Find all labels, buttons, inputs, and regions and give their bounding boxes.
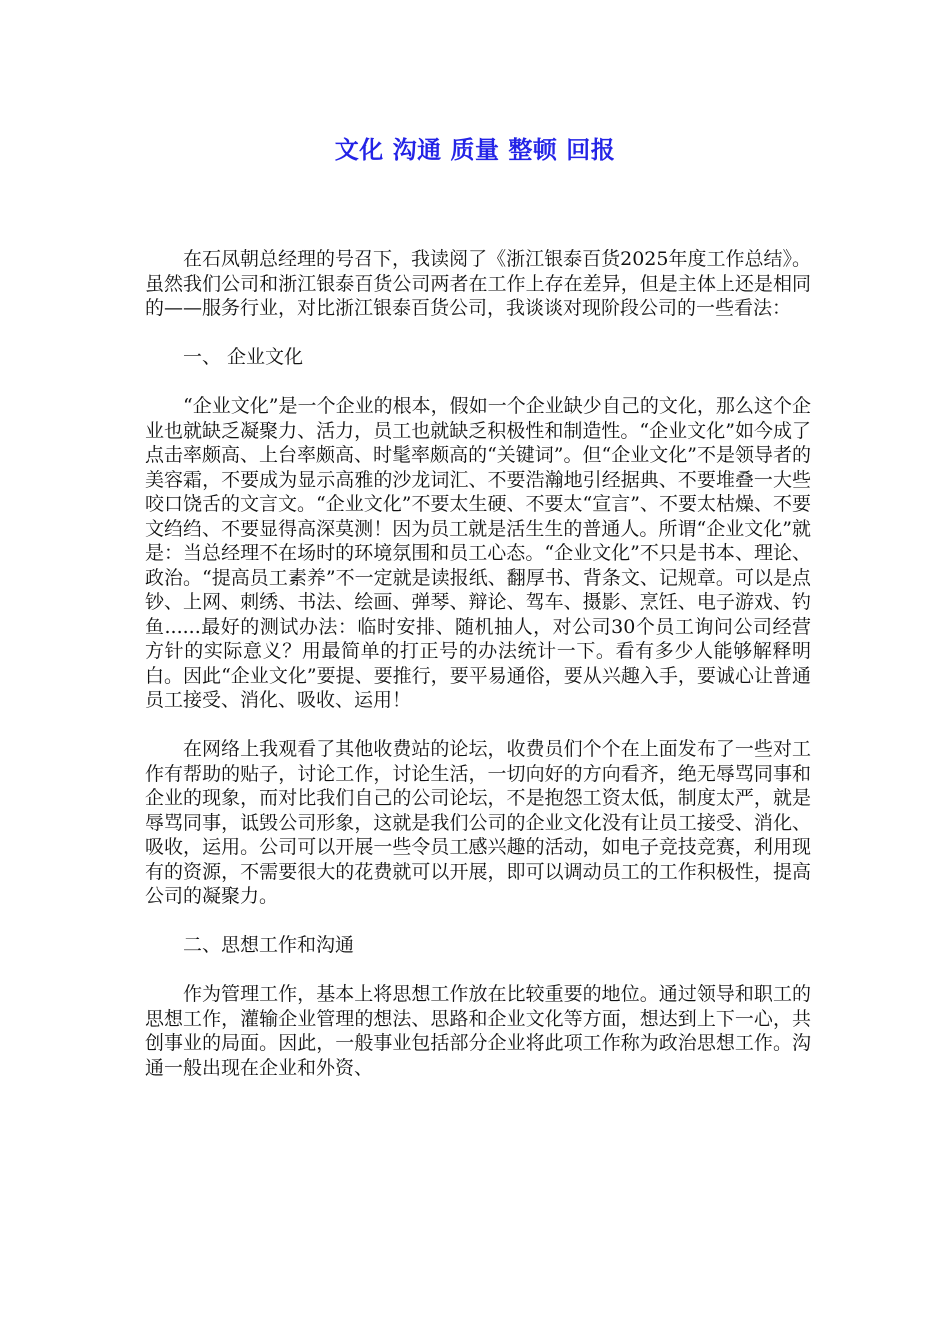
section-heading-corporate-culture: 一、 企业文化 bbox=[183, 346, 304, 368]
corporate-culture-paragraph: “企业文化”是一个企业的根本，假如一个企业缺少自己的文化，那么这个企业也就缺乏凝聚力、活力，员工也就缺乏积极性和制造性。“企业文化”如今成了点击率颇高、上台率颇高、时髦率颇高的“关键词”。但“企业文化”不是领导者的美容霜，不要成为显示高雅的沙龙词汇、不要浩瀚地引经据典、不要堆叠一大些咬口饶舌的文言文。“企业文化”不要太生硬、不要太“宣言”、不要太枯燥、不要文绉绉、不要显得高深莫测！因为员工就是活生生的普通人。所谓“企业文化”就是：当总经理不在场时的环境氛围和员工心态。“企业文化”不只是书本、理论、政治。“提高员工素养”不一定就是读报纸、翻厚书、背条文、记规章。可以是点钞、上网、刺绣、书法、绘画、弹琴、辩论、驾车、摄影、烹饪、电子游戏、钓鱼......最好的测试办法：临时安排、随机抽人，对公司30个员工询问公司经营方针的实际意义？用最简单的打正号的办法统计一下。看有多少人能够解释明白。因此“企业文化”要提、要推行，要平易通俗，要从兴趣入手，要诚心让普通员工接受、消化、吸收、运用！ bbox=[145, 395, 811, 711]
section-heading-communication: 二、思想工作和沟通 bbox=[183, 934, 355, 956]
communication-paragraph: 作为管理工作，基本上将思想工作放在比较重要的地位。通过领导和职工的思想工作，灌输企业管理的想法、思路和企业文化等方面，想达到上下一心，共创事业的局面。因此，一般事业包括部分企业将此项工作称为政治思想工作。沟通一般出现在企业和外资、 bbox=[145, 983, 811, 1079]
document-title: 文化 沟通 质量 整顿 回报 bbox=[334, 136, 616, 164]
intro-paragraph: 在石凤朝总经理的号召下，我读阅了《浙江银泰百货2025年度工作总结》。虽然我们公司和浙江银泰百货公司两者在工作上存在差异，但是主体上还是相同的——服务行业，对比浙江银泰百货公司，我谈谈对现阶段公司的一些看法： bbox=[145, 248, 811, 319]
forum-paragraph: 在网络上我观看了其他收费站的论坛，收费员们个个在上面发布了一些对工作有帮助的贴子，讨论工作，讨论生活，一切向好的方向看齐，绝无辱骂同事和企业的现象，而对比我们自己的公司论坛，不是抱怨工资太低，制度太严，就是辱骂同事，诋毁公司形象，这就是我们公司的企业文化没有让员工接受、消化、吸收，运用。公司可以开展一些令员工感兴趣的活动，如电子竞技竞赛，利用现有的资源，不需要很大的花费就可以开展，即可以调动员工的工作积极性，提高公司的凝聚力。 bbox=[145, 738, 811, 907]
document-body bbox=[145, 247, 811, 1080]
